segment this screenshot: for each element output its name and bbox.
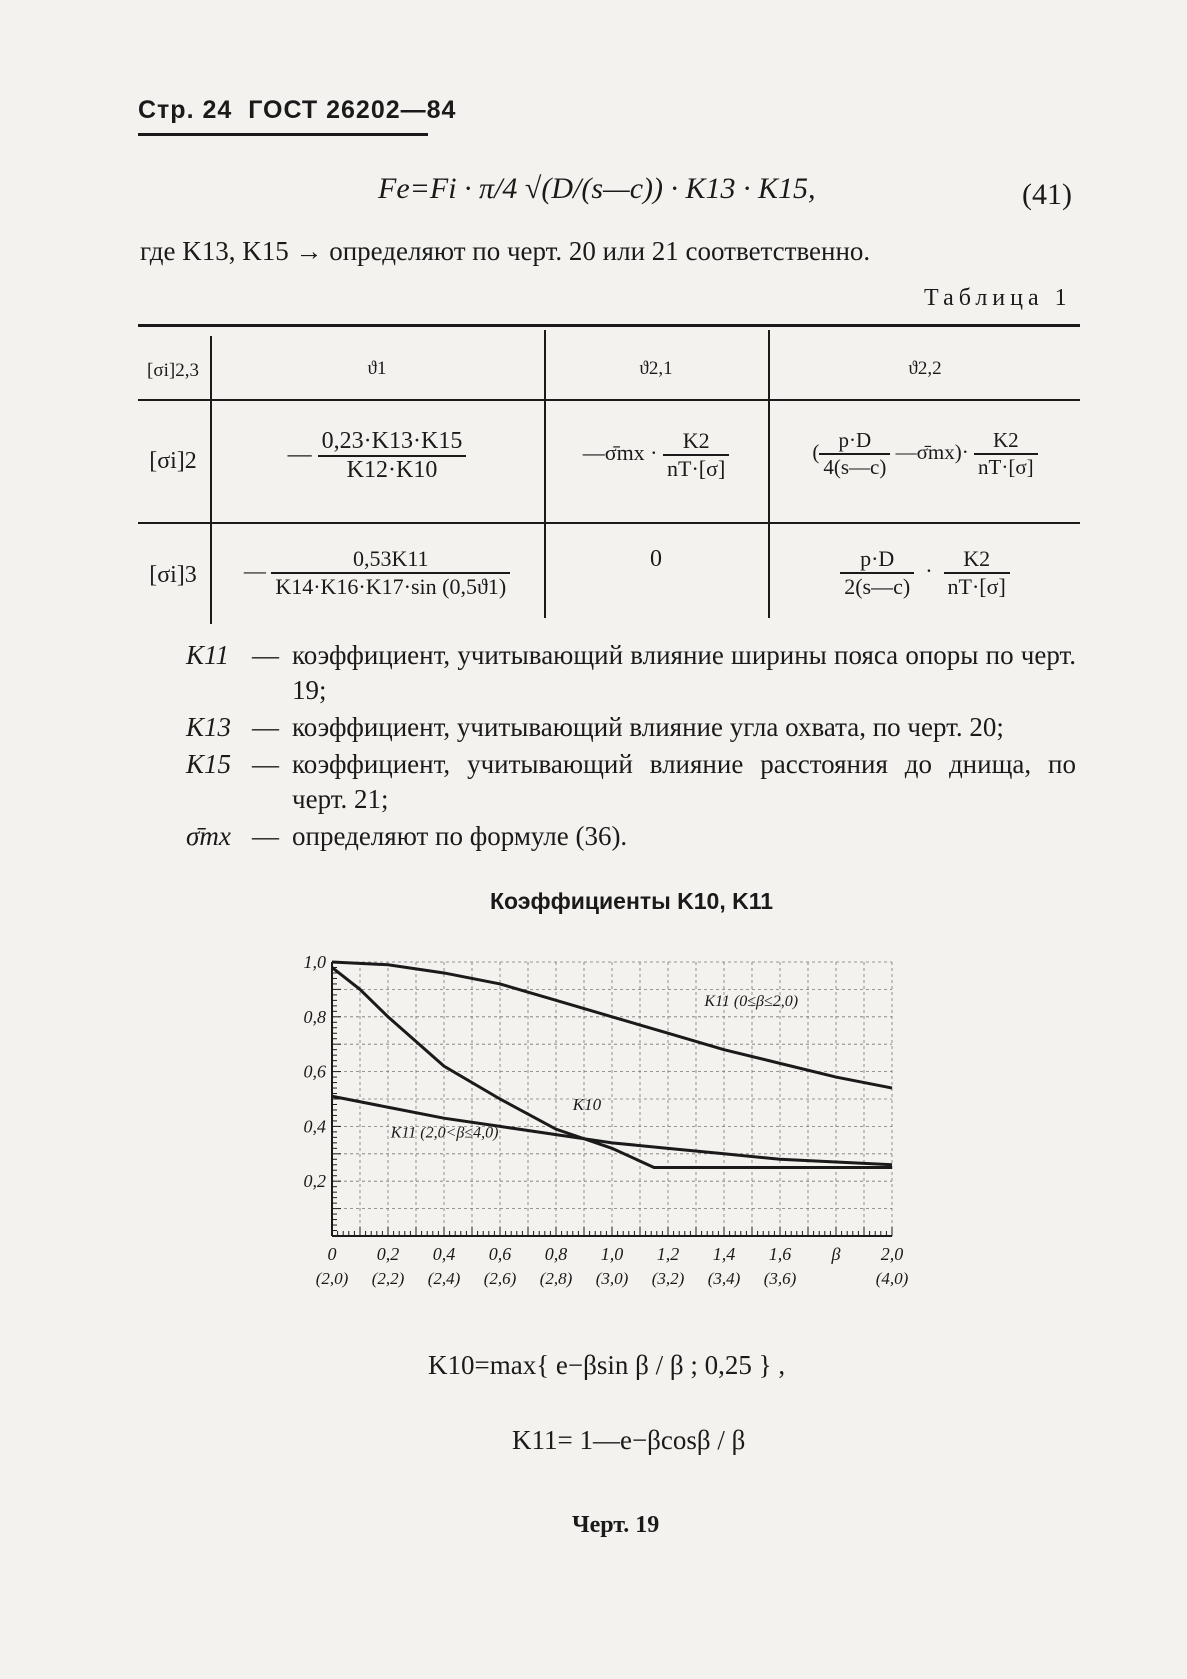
figure-title: Коэффициенты K10, K11: [490, 888, 774, 914]
x-tick-label: 1,0: [600, 1244, 624, 1264]
x-tick-label-alt: (4,0): [875, 1269, 909, 1288]
formula-41-text: Fe=Fi · π/4 √(D/(s—c)) · K13 · K15,: [378, 172, 816, 205]
k11-formula: K11= 1—e−βcosβ / β: [512, 1425, 746, 1455]
table-cell-r1-c1: — $\frac{0,23\cdot K13\cdot K15}{K12\cdot K10}$: [212, 428, 542, 484]
table-header-theta22: ϑ2,2: [908, 358, 942, 379]
page-header: [138, 96, 456, 125]
y-tick-label: 0,4: [303, 1116, 326, 1137]
definition-item: K11 — коэффициент, учитывающий влияние ширины пояса опоры по черт. 19;: [186, 640, 1076, 705]
y-tick-label: 1,0: [303, 952, 326, 972]
standard-code: ГОСТ 26202—84: [248, 96, 457, 124]
where-text: где K13, K15 → определяют по черт. 20 или 21 соответственно.: [140, 236, 871, 266]
table-cell-r2-c1: — $\frac{0,53K11}{K14\cdot K16\cdot K17\cdot\sin (0,5ϑ1)}$: [212, 546, 542, 600]
x-tick-label-alt: (3,2): [651, 1269, 685, 1288]
x-tick-label-alt: (3,4): [707, 1269, 741, 1288]
x-tick-label-alt: (3,0): [595, 1269, 629, 1288]
x-tick-label: 1,4: [712, 1244, 736, 1264]
x-tick-label-alt: (2,2): [371, 1269, 405, 1288]
page-number: Стр. 24: [138, 96, 233, 124]
definition-item: σ̄mx — определяют по формуле (36).: [186, 821, 628, 851]
x-tick-label: 0,2: [376, 1244, 400, 1264]
formula-41: [378, 172, 816, 206]
x-tick-label: 2,0: [880, 1244, 904, 1264]
table-cell-r1-c2: —σ̄mx · $\frac{K2}{nT\cdot[\sigma]}$: [546, 428, 766, 482]
y-tick-label: 0,8: [303, 1006, 326, 1027]
x-tick-label: 1,6: [768, 1244, 792, 1264]
y-tick-label: 0,2: [303, 1171, 326, 1192]
definition-item: K15 — коэффициент, учитывающий влияние расстояния до днища, по черт. 21;: [186, 749, 1076, 814]
definitions-list: [186, 638, 1076, 854]
x-tick-label-alt: (2,0): [315, 1269, 349, 1288]
definition-item: K13 — коэффициент, учитывающий влияние угла охвата, по черт. 20;: [186, 712, 1004, 742]
x-tick-label: 0,4: [432, 1244, 456, 1264]
table-cell-r2-c3: $\frac{p\cdot D}{2(s—c)}$ · $\frac{K2}{nT\cdot[\sigma]}$: [770, 546, 1080, 600]
x-tick-label: 0,6: [488, 1244, 512, 1264]
x-tick-label-alt: (2,6): [483, 1269, 517, 1288]
table-row-rule: [138, 522, 1080, 524]
series-label-k11-upper: K11 (0≤β≤2,0): [704, 992, 799, 1010]
table-cell-r2-c2: 0: [650, 546, 662, 572]
table-header-theta21: ϑ2,1: [639, 358, 673, 379]
y-tick-label: 0,6: [303, 1061, 326, 1082]
figure-caption: Черт. 19: [572, 1512, 660, 1538]
series-label-k11-lower: K11 (2,0<β≤4,0): [390, 1124, 499, 1142]
x-tick-label: 1,2: [656, 1244, 680, 1264]
formula-41-number: (41): [1022, 178, 1072, 211]
x-tick-label-alt: (2,8): [539, 1269, 573, 1288]
table-row-label: [σi]3: [149, 562, 197, 588]
coefficients-chart: [290, 940, 930, 1310]
table-header-stress: [σi]2,3: [147, 360, 199, 381]
table-top-rule: [138, 324, 1080, 327]
table-header-rule: [138, 399, 1080, 401]
table-header-theta1: ϑ1: [367, 358, 387, 379]
x-tick-label: 0: [327, 1244, 337, 1264]
k10-formula: K10=max{ e−βsin β / β ; 0,25 } ,: [428, 1350, 786, 1380]
x-tick-label-alt: (2,4): [427, 1269, 461, 1288]
table-title: Таблица 1: [924, 285, 1072, 311]
x-tick-label: 0,8: [544, 1244, 568, 1264]
x-tick-label-alt: (3,6): [763, 1269, 797, 1288]
header-underline: [138, 133, 428, 136]
series-label-k10: K10: [572, 1094, 602, 1114]
table-cell-r1-c3: ( $\frac{p\cdot D}{4(s—c)}$ —σ̄mx)· $\frac{K2}{nT\cdot[\sigma]}$: [770, 428, 1080, 480]
table-row-label: [σi]2: [149, 448, 197, 474]
x-tick-label: β: [831, 1244, 841, 1264]
